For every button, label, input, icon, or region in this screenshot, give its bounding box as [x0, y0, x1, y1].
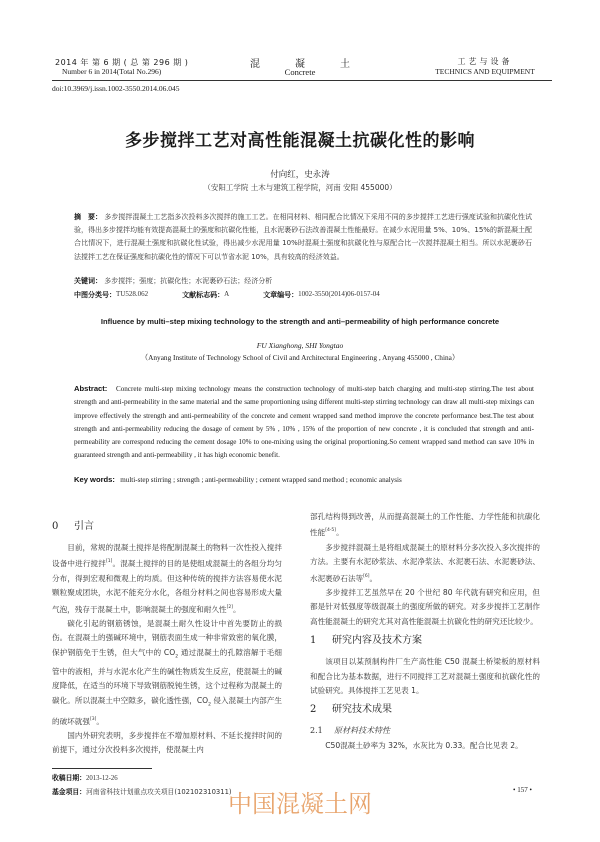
paragraph-text: 目前，常规的混凝土搅拌是将配制混凝土的物料一次性投入搅拌设备中进行搅拌: [52, 543, 282, 569]
article-title-cn: 多步搅拌工艺对高性能混凝土抗碳化性的影响: [125, 131, 475, 151]
footnote-rule: [52, 768, 152, 769]
doc-code-value: A: [224, 290, 230, 298]
journal-char: 混: [250, 59, 260, 70]
subsection-heading-2-1: [310, 724, 540, 738]
section-title: 引言: [74, 521, 94, 532]
keywords-cn: [74, 276, 272, 286]
abstract-en-text: Concrete multi-step mixing technology means the construction technology of multi-step batch charging and multi-step stirring.The test about strength and anti-permeability in the same material and the same proportioning using different multi-step stirring technology can draw all multi-step mixings can improve effectively the strength and anti-permeability of the concrete and cement wrapped sand method improve the concrete performance best.The test about strength and anti-permeability reducing the dosage of cement by 5% , 10% , 15% of the proportion of new concrete , it is concluded that strength and anti-permeability are correspond reducing the cement dosage 10% to one-mixing using the original proportioning.So cement wrapped sand method can save 10% in guaranteed strength and anti-permeability , it has high economic benefit.: [74, 385, 534, 460]
paragraph-text: 碳化引起的钢筋锈蚀，是混凝土耐久性设计中首先要防止的损伤。在混凝土的强碱环境中，钢筋表面生成一种非常致密的氧化膜，保护钢筋免于生锈，但大气中的 CO: [52, 619, 282, 657]
footnote-received: [52, 772, 118, 782]
keywords-cn-text: 多步搅拌；强度；抗碳化性；水泥裹砂石法；经济分析: [104, 277, 273, 285]
paragraph: [52, 541, 282, 617]
paragraph: 该项目以某预制构件厂生产高性能 C50 混凝土桥梁板的原材料和配合比为基本数据，进行不同搅拌工艺对混凝土强度和抗碳化性的试验研究。具体搅拌工艺见表 1。: [310, 657, 540, 696]
section-heading-1: [310, 633, 540, 649]
paragraph: [52, 617, 282, 729]
page-number: • 157 •: [513, 786, 532, 794]
issue-cn: 2014 年 第 6 期 ( 总 第 296 期 ): [55, 58, 189, 67]
keywords-cn-label: 关键词：: [74, 277, 102, 285]
subsection-title: 原材料技术特性: [334, 726, 390, 736]
received-label: 收稿日期：: [52, 774, 86, 782]
abstract-en: [74, 382, 534, 463]
authors-en: FU Xianghong, SHI Yongtao: [256, 341, 344, 350]
paragraph-text: 部孔结构得到改善，从而提高混凝土的工作性能、力学性能和抗碳化性能: [310, 512, 540, 538]
article-no-value: 1002-3550(2014)06-0157-04: [298, 290, 380, 298]
section-title: 研究技术成果: [332, 704, 392, 716]
paragraph-text: 通过混凝土的孔隙溶解于毛细管中的液相，并与水泥水化产生的碱性物质发生反应，使混凝土的碱度降低，在适当的环境下导致钢筋脱钝生锈，这个过程称为混凝土的碳化。所以混凝土中空隙多，碳化透性强，CO: [52, 647, 282, 705]
paragraph-text: 侵入混凝土内部产生的破坏就强: [52, 695, 282, 726]
class-value: TU528.062: [116, 290, 149, 298]
keywords-en-label: Key words:: [74, 475, 115, 484]
paragraph: 多步搅拌工艺虽然早在 20 个世纪 80 年代就有研究和应用，但都是针对低强度等级混凝土的强度所做的研究。对多步搅拌工艺制作高性能混凝土的研究尤其对高性能混凝土抗碳化性的研究还比较少。: [310, 588, 540, 626]
keywords-en: [74, 475, 402, 484]
abstract-cn: [74, 211, 532, 264]
paragraph-text: 。混凝土搅拌的目的是使组成混凝土的各组分均匀分布，得到宏观和微观上的均质。但这种传统的搅拌方法容易使水泥颗粒聚成团块，水泥不能充分水化，各组分材料之间也容易形成大量气泡，残存于混凝土中，影响混凝土的强度和耐久性: [52, 559, 283, 614]
subscript: 2: [175, 654, 179, 660]
keywords-en-text: multi-step stirring ; strength ; anti-permeability ; cement wrapped sand method ; economic analysis: [120, 476, 402, 484]
citation[interactable]: [2]: [226, 604, 234, 610]
header-rule: [52, 80, 552, 81]
paragraph-text: 。: [96, 716, 104, 726]
column-name-cn: 工艺与设备: [457, 57, 513, 66]
received-value: 2013-12-26: [85, 775, 118, 782]
paragraph: C50混凝土砂率为 32%，水灰比为 0.33。配合比见表 2。: [325, 740, 523, 750]
doc-code-label: 文献标志码：: [182, 291, 225, 299]
subsection-number: 2.1: [310, 726, 323, 736]
citation[interactable]: [1]: [105, 559, 113, 565]
section-heading-2: [310, 702, 540, 718]
section-heading-0: [52, 519, 282, 535]
article-no-label: 文章编号：: [263, 291, 299, 299]
paragraph-text: 。: [336, 528, 344, 538]
journal-char: 土: [340, 59, 350, 70]
affiliation-en: （Anyang Institute of Technology School of Civil and Architectural Engineering , Anyang 455000 , China）: [140, 353, 460, 362]
journal-char: 凝: [295, 59, 305, 70]
column-name-en: TECHNICS AND EQUIPMENT: [435, 67, 535, 76]
citation[interactable]: [4-5]: [325, 528, 337, 534]
section-number: 0: [52, 521, 59, 532]
paragraph: 国内外研究表明，多步搅拌在不增加原材料、不延长搅拌时间的前提下，通过分次投料多次搅拌，使混凝土内: [52, 730, 282, 755]
section-title: 研究内容及技术方案: [332, 635, 422, 647]
watermark: 中国混凝土网: [228, 790, 372, 818]
class-label: 中图分类号：: [74, 291, 116, 299]
body-column-left: [52, 515, 282, 758]
body-column-right: [310, 510, 540, 753]
section-number: 2: [310, 704, 317, 716]
footnote-fund: [52, 786, 232, 796]
issue-en: Number 6 in 2014(Total No.296): [62, 67, 162, 76]
article-title-en: Influence by multi–step mixing technology to the strength and anti–permeability of high performance concrete: [100, 317, 500, 326]
abstract-cn-text: 多步搅拌混凝土工艺指多次投料多次搅拌的施工工艺。在相同材料、相同配合比情况下采用不同的多步搅拌工艺进行强度试验和抗碳化性试验，得出多步搅拌均能有效提高混凝土的强度和抗碳化性能，且水泥裹砂石法改善混凝土性能最好。在减少水泥用量 5%、10%、15%的新混凝土配合比情况下，进行混凝土强度和抗碳化性试验，得出减少水泥用量 10%时混凝土强度和抗碳化性与原配合比一次搅拌混凝土相当。所以水泥裹砂石法搅拌工艺在保证强度和抗碳化性的情况下可以节省水泥 10%，具有较高的经济效益。: [74, 213, 533, 261]
paragraph-text: 。: [369, 573, 378, 583]
subscript: 2: [208, 702, 211, 708]
citation[interactable]: [3]: [89, 716, 97, 722]
abstract-cn-label: 摘 要：: [74, 213, 103, 221]
paragraph: [310, 510, 540, 541]
authors-cn: 付向红，史永涛: [270, 170, 330, 180]
classification-row: [74, 290, 494, 300]
journal-name-en: Concrete: [284, 67, 316, 77]
paragraph-text: 多步搅拌混凝土是将组成混凝土的原材料分多次投入多次搅拌的方法。主要有水泥砂浆法、水泥净浆法、水泥裹石法、水泥裹砂法、水泥裹砂石法等: [310, 542, 540, 583]
citation[interactable]: [6]: [363, 573, 370, 579]
paragraph-text: 。: [233, 604, 241, 614]
doi: doi:10.3969/j.issn.1002-3550.2014.06.045: [52, 84, 180, 93]
fund-value: 河南省科技计划重点攻关项目(102102310311): [85, 788, 232, 796]
affiliation-cn: （安阳工学院 土木与建筑工程学院，河南 安阳 455000）: [203, 183, 397, 192]
fund-label: 基金项目：: [52, 788, 86, 796]
paragraph: [310, 541, 540, 586]
abstract-en-label: Abstract:: [74, 384, 108, 393]
section-number: 1: [310, 635, 317, 647]
